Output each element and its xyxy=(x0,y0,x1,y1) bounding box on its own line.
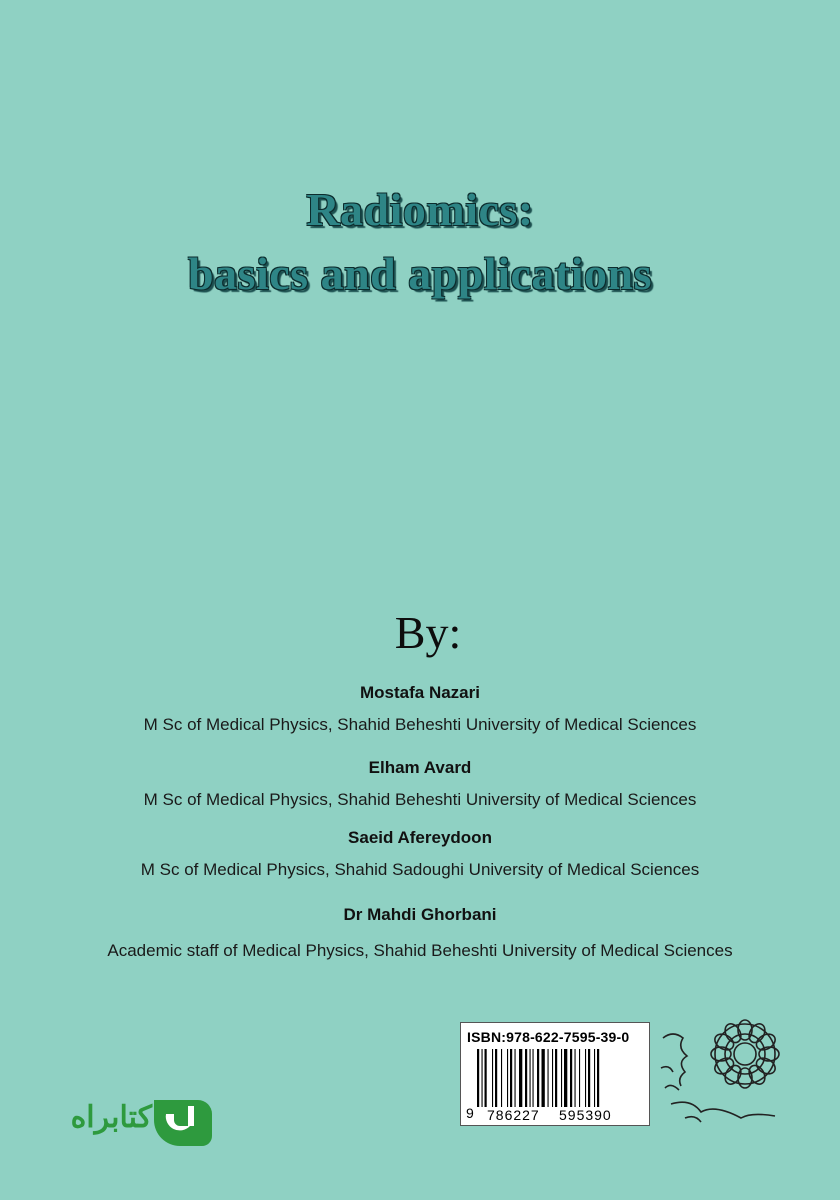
barcode-icon xyxy=(477,1049,643,1107)
author-affiliation: Academic staff of Medical Physics, Shahid Beheshti University of Medical Sciences xyxy=(107,941,733,960)
isbn-label: ISBN:978-622-7595-39-0 xyxy=(467,1029,630,1045)
author-affiliation: M Sc of Medical Physics, Shahid Sadoughi University of Medical Sciences xyxy=(140,860,700,879)
author-block xyxy=(0,828,840,880)
by-label: By: xyxy=(394,607,462,658)
author-name: Mostafa Nazari xyxy=(360,683,480,702)
book-title xyxy=(0,178,840,306)
author-affiliation: M Sc of Medical Physics, Shahid Beheshti University of Medical Sciences xyxy=(143,790,697,809)
author-name: Dr Mahdi Ghorbani xyxy=(343,905,497,924)
isbn-barcode xyxy=(460,1022,650,1126)
title-line-1: Radiomics: xyxy=(306,184,534,235)
author-block xyxy=(0,758,840,810)
title-line-2: basics and applications xyxy=(188,248,652,299)
author-affiliation: M Sc of Medical Physics, Shahid Beheshti University of Medical Sciences xyxy=(143,715,697,734)
author-name: Saeid Afereydoon xyxy=(348,828,492,847)
ketabrah-wordmark: کتابراه xyxy=(70,1101,152,1134)
author-name: Elham Avard xyxy=(368,758,472,777)
author-block xyxy=(0,683,840,735)
barcode-lead-digit: 9 xyxy=(466,1105,474,1121)
barcode-right-digits: 595390 xyxy=(559,1107,612,1123)
barcode-left-digits: 786227 xyxy=(487,1107,540,1123)
author-block xyxy=(0,905,840,961)
university-emblem-icon xyxy=(655,1008,787,1130)
